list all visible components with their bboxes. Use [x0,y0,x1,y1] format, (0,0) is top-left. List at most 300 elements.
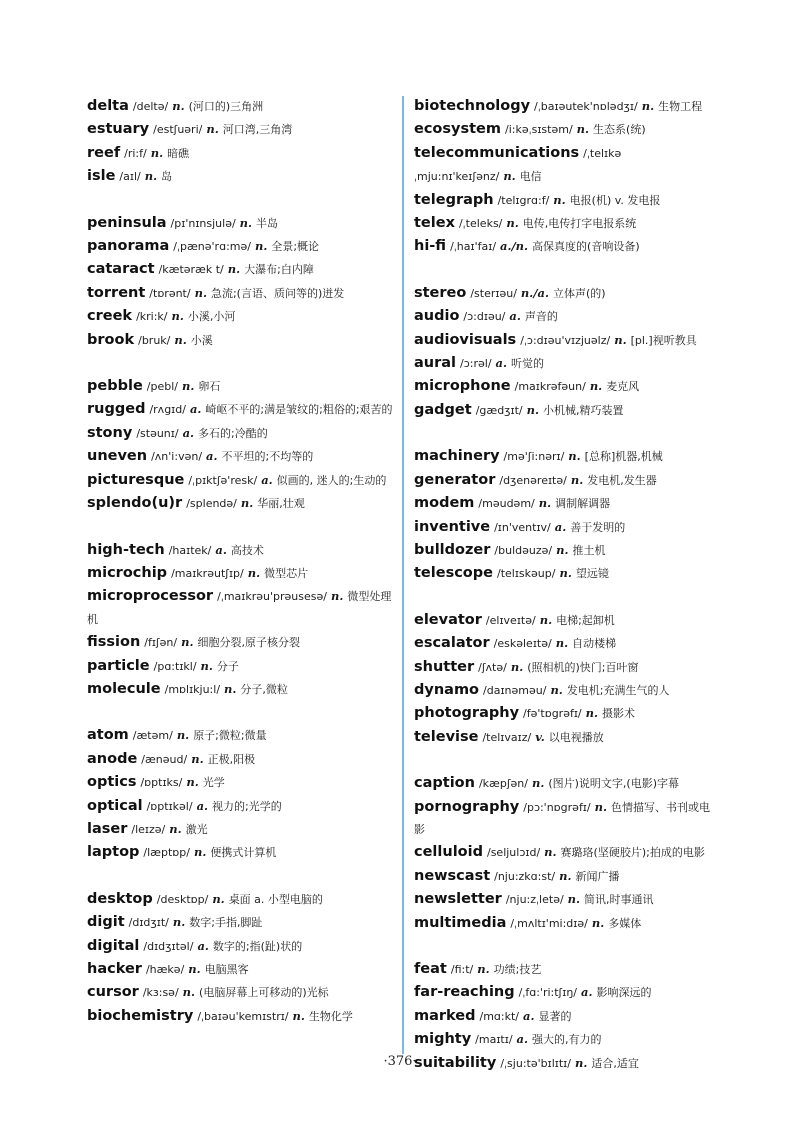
part-of-speech: a. [495,356,507,371]
vocab-entry [87,655,393,678]
entry-group [87,95,393,189]
definition: 电脑黑客 [204,963,249,976]
headword: telecommunications [414,144,580,161]
headword: pornography [414,798,520,815]
pronunciation: /kri:k/ [136,310,168,324]
headword: caption [414,775,475,792]
pronunciation: /leɪzə/ [131,822,166,836]
definition: 生物工程 [658,100,703,113]
headword: multimedia [414,914,507,931]
vocab-entry [87,585,393,631]
pronunciation: /sterɪəu/ [470,286,517,300]
pronunciation: /ɔ:rəl/ [460,357,492,371]
definition: 微型芯片 [264,566,309,580]
headword: suitability [414,1054,497,1071]
part-of-speech: n. [176,728,190,743]
part-of-speech: n. [200,658,213,673]
headword: molecule [87,680,161,697]
part-of-speech: n. [556,542,569,557]
part-of-speech: n. [538,496,552,511]
headword: atom [87,727,129,744]
part-of-speech: n. [526,402,540,417]
pronunciation: /ɪn'ventɪv/ [494,520,551,534]
headword: shutter [414,658,475,675]
headword: stereo [414,284,467,301]
headword: audiovisuals [414,331,517,348]
definition: 视力的;光学的 [212,799,282,813]
vocab-entry [414,305,718,328]
part-of-speech: n. [510,659,524,674]
page-number: ·376· [383,1054,417,1069]
headword: desktop [87,890,153,907]
part-of-speech: n. [181,635,194,650]
vocab-entry [414,445,718,468]
vocab-entry [414,632,718,655]
pronunciation: /ˌbaɪəu'kemɪstrɪ/ [197,1009,289,1023]
right-column [414,95,718,1098]
pronunciation: /ˌfɑ:'ri:tʃɪŋ/ [518,986,577,1000]
part-of-speech: n. [212,891,225,906]
part-of-speech: n. [239,215,253,230]
definition: 强大的,有力的 [532,1033,602,1047]
headword: reef [87,144,121,161]
definition: 分子 [216,659,239,673]
definition: 高保真度的(音响设备) [532,240,640,254]
vocab-entry [414,562,718,585]
pronunciation: /splendə/ [186,497,237,511]
vocab-entry [87,888,393,911]
headword: laser [87,820,128,837]
pronunciation: /gædʒɪt/ [475,403,523,417]
definition: 多石的;冷酷的 [198,426,268,440]
headword: gadget [414,401,472,418]
definition: 桌面 a. 小型电脑的 [228,892,323,906]
vocab-entry [87,1005,393,1028]
headword: fission [87,634,141,651]
headword: brook [87,331,135,348]
pronunciation: /maɪtɪ/ [475,1033,513,1047]
headword: digital [87,937,140,954]
definition: 细胞分裂,原子核分裂 [197,636,300,650]
part-of-speech: n. [555,636,569,651]
definition: 调制解调器 [555,497,611,511]
vocab-entry [87,631,393,654]
vocab-entry [87,142,393,165]
definition: 似画的, 迷人的;生动的 [276,473,387,487]
headword: creek [87,308,133,325]
definition: 崎岖不平的;满是皱纹的;粗俗的;艰苦的 [205,403,393,417]
headword: cataract [87,261,155,278]
pronunciation: /ɒptɪkəl/ [146,799,193,813]
vocab-entry [414,399,718,422]
vocab-entry [414,235,718,258]
part-of-speech: n. [227,262,241,277]
vocab-entry [87,539,393,562]
vocab-entry [87,958,393,981]
vocab-entry [414,958,718,981]
part-of-speech: a. [516,1032,528,1047]
headword: picturesque [87,471,185,488]
part-of-speech: n. [553,192,566,207]
definition: 暗礁 [167,146,190,160]
pronunciation: /telɪvaɪz/ [482,730,532,744]
pronunciation: /maɪkrəutʃɪp/ [171,566,244,580]
definition: 激光 [185,822,208,836]
definition: 微型处理机 [87,590,392,626]
vocab-entry [414,142,718,189]
pronunciation: /nju:zkɑ:st/ [494,869,556,883]
definition: 电报(机) v. 发电报 [569,193,661,207]
pronunciation: /pebl/ [146,380,178,394]
part-of-speech: n. [567,892,581,907]
headword: televise [414,728,479,745]
definition: 半岛 [256,216,279,230]
entry-group [414,609,718,749]
vocab-entry [87,329,393,352]
pronunciation: /tɒrənt/ [149,286,191,300]
definition: 赛璐珞(坚硬胶片);拍成的电影 [560,846,705,860]
pronunciation: /daɪnəməu/ [483,683,547,697]
pronunciation: /pɔ:'nɒgrəfɪ/ [523,800,591,814]
vocab-entry [87,258,393,281]
pronunciation: /dʒenəreɪtə/ [499,473,567,487]
definition: 推土机 [572,543,606,557]
vocab-entry [414,656,718,679]
pronunciation: /ˌpɪktʃə'resk/ [188,473,258,487]
part-of-speech: n. [224,681,237,696]
pronunciation: /aɪl/ [119,170,141,184]
pronunciation: /ˌmaɪkrəu'prəusesə/ [217,590,327,604]
part-of-speech: n. [574,1055,588,1070]
pronunciation: /ʃʌtə/ [478,660,507,674]
pronunciation: /mɑ:kt/ [479,1009,520,1023]
pronunciation: /ˌpænə'rɑ:mə/ [173,240,251,254]
definition: 原子;微粒;微量 [193,729,267,743]
vocab-entry [414,352,718,375]
part-of-speech: n. [614,332,627,347]
vocab-entry [87,398,393,421]
vocab-entry [414,516,718,539]
headword: modem [414,495,475,512]
vocab-entry [87,911,393,934]
definition: 大瀑布;白内障 [244,263,314,277]
pronunciation: /fə'tɒgrəfɪ/ [523,707,582,721]
vocab-entry [87,118,393,141]
definition: 生态系(统) [593,123,646,137]
headword: dynamo [414,681,480,698]
headword: panorama [87,238,170,255]
vocab-entry [414,841,718,864]
pronunciation: /mə'ʃi:nərɪ/ [503,450,565,464]
definition: 高技术 [230,543,264,557]
definition: 声音的 [524,310,558,324]
pronunciation: /maɪkrəfəun/ [514,380,586,394]
headword: feat [414,961,447,977]
pronunciation: /ˌhaɪ'faɪ/ [450,240,497,254]
definition: (河口的)三角洲 [188,100,264,113]
definition: 卵石 [198,380,221,394]
vocab-entry [87,771,393,794]
definition: 电传,电传打字电报系统 [522,217,637,231]
part-of-speech: n. [194,285,207,300]
pronunciation: /stəunɪ/ [136,426,179,440]
definition: 立体声(的) [552,286,606,300]
headword: newscast [414,867,491,884]
vocab-entry [414,329,718,352]
vocab-entry [414,189,718,212]
headword: particle [87,657,150,674]
headword: microprocessor [87,588,214,605]
headword: optics [87,774,137,791]
part-of-speech: n. [594,799,607,814]
definition: 小溪,小河 [187,310,236,324]
vocab-entry [87,282,393,305]
vocab-entry [87,795,393,818]
vocab-entry [87,562,393,585]
vocab-entry [414,212,718,235]
headword: optical [87,797,143,814]
part-of-speech: n. [172,99,185,113]
vocab-entry [87,981,393,1004]
pronunciation: /ænəud/ [141,752,188,766]
headword: estuary [87,121,150,138]
headword: biochemistry [87,1007,194,1024]
vocab-entry [414,888,718,911]
pronunciation: /desktɒp/ [156,892,209,906]
entry-group [414,282,718,422]
vocab-entry [414,282,718,305]
definition: 适合,适宜 [591,1056,639,1070]
part-of-speech: n. [150,145,164,160]
pronunciation: /hækə/ [145,963,185,976]
pronunciation: /ˌsju:tə'bɪlɪtɪ/ [500,1056,571,1070]
part-of-speech: n. [191,751,204,766]
definition: [总称]机器,机械 [584,450,663,464]
part-of-speech: n. [559,566,572,581]
definition: (电脑屏幕上可移动的)光标 [199,986,329,1000]
entry-group [87,375,393,515]
vocab-entry [87,305,393,328]
pronunciation: /telɪskəup/ [496,567,556,581]
vocab-entry [414,1028,718,1051]
part-of-speech: n. [531,776,545,791]
vocab-entry [87,422,393,445]
entry-group [414,445,718,585]
definition: 小机械,精巧装置 [543,403,624,417]
definition: 河口湾,三角湾 [222,123,293,137]
pronunciation: /rʌgɪd/ [149,403,186,417]
headword: machinery [414,448,500,465]
definition: 影响深远的 [596,986,652,1000]
vocab-entry [87,212,393,235]
part-of-speech: n. [181,379,195,394]
part-of-speech: n. [144,169,158,184]
pronunciation: /telɪgrɑ:f/ [497,193,550,207]
headword: audio [414,308,460,325]
headword: uneven [87,448,148,465]
definition: 华丽,壮观 [257,497,305,511]
part-of-speech: a. [206,449,218,464]
headword: mighty [414,1031,472,1048]
part-of-speech: n. [206,122,219,137]
vocab-entry [87,748,393,771]
pronunciation: /məudəm/ [478,497,535,511]
part-of-speech: a. [554,519,567,534]
part-of-speech: a. [215,542,227,557]
vocab-entry [87,818,393,841]
vocab-entry [87,935,393,958]
definition: [pl.]视听教具 [630,333,697,347]
pronunciation: /ɒptɪks/ [140,776,183,790]
part-of-speech: n. [186,775,199,790]
part-of-speech: n. [568,449,581,464]
definition: 听觉的 [511,357,544,371]
entry-group [87,539,393,702]
part-of-speech: n. [585,706,599,721]
definition: (图片)说明文字,(电影)字幕 [548,777,680,791]
part-of-speech: a. [509,309,521,324]
definition: 电信 [519,170,542,184]
pronunciation: /ˌɔ:dɪəu'vɪzjuəlz/ [520,333,611,347]
part-of-speech: n. [591,915,605,930]
part-of-speech: n. [506,216,519,231]
part-of-speech: n. [641,99,655,113]
headword: hi-fi [414,238,447,255]
headword: anode [87,750,138,767]
pronunciation: /deltə/ [132,100,169,113]
column-divider [402,96,404,1054]
pronunciation: /buldəuzə/ [494,543,553,557]
pronunciation: /ri:f/ [124,146,147,160]
part-of-speech: n. [477,962,490,976]
part-of-speech: n. [193,845,207,860]
headword: inventive [414,518,491,535]
part-of-speech: n./a. [520,285,549,300]
pronunciation: /nju:zˌletə/ [505,893,564,907]
headword: rugged [87,401,146,418]
headword: newsletter [414,891,502,908]
vocab-entry [414,95,718,118]
pronunciation: /mɒlɪkju:l/ [164,682,221,696]
vocab-entry [414,118,718,141]
vocab-entry [87,375,393,398]
headword: telescope [414,565,493,582]
pronunciation: /ˌtelɪkəˌmju:nɪ'keɪʃənz/ [414,146,622,184]
definition: 摄影术 [602,707,636,721]
part-of-speech: a. [523,1008,535,1023]
part-of-speech: a. [182,425,195,440]
definition: 色情描写、书刊或电影 [414,800,710,836]
part-of-speech: n. [544,845,557,860]
definition: 岛 [161,170,173,184]
pronunciation: /pɪ'nɪnsjulə/ [170,216,236,230]
part-of-speech: a. [189,402,202,417]
headword: cursor [87,984,139,1001]
definition: (照相机的)快门;百叶窗 [527,660,639,674]
vocab-entry [414,1005,718,1028]
entry-group [87,888,393,1028]
definition: 新闻广播 [575,869,620,883]
headword: microphone [414,378,511,395]
part-of-speech: n. [254,239,268,254]
definition: 以电视播放 [548,730,604,744]
definition: 发电机;充满生气的人 [566,683,670,697]
pronunciation: /kɜ:sə/ [142,986,179,1000]
vocab-entry [414,679,718,702]
headword: digit [87,914,125,931]
definition: 显著的 [538,1009,572,1023]
headword: microchip [87,564,168,581]
definition: 生物化学 [308,1009,353,1023]
headword: biotechnology [414,98,531,114]
part-of-speech: n. [550,682,563,697]
vocab-entry [87,445,393,468]
part-of-speech: n. [240,496,254,511]
definition: 麦克风 [606,380,640,394]
pronunciation: /ˌteleks/ [458,217,503,231]
pronunciation: /ˌmʌltɪ'mi:dɪə/ [510,916,588,930]
vocab-entry [87,492,393,515]
vocab-entry [87,235,393,258]
vocab-entry [414,469,718,492]
vocab-entry [87,95,393,118]
headword: elevator [414,611,482,628]
headword: hacker [87,961,142,977]
definition: 不平坦的;不均等的 [221,450,314,464]
vocab-entry [414,609,718,632]
vocab-entry [414,772,718,795]
pronunciation: /seljulɔɪd/ [486,846,541,860]
part-of-speech: n. [576,122,590,137]
pronunciation: /ˌbaɪəutek'nɒlədʒɪ/ [534,100,638,113]
headword: aural [414,355,457,372]
part-of-speech: n. [174,332,187,347]
vocab-entry [414,702,718,725]
part-of-speech: n. [292,1008,305,1023]
definition: 电梯;起卸机 [556,613,615,627]
headword: ecosystem [414,121,501,138]
headword: laptop [87,844,140,861]
definition: 便携式计算机 [210,846,277,860]
definition: 自动楼梯 [572,637,617,651]
headword: bulldozer [414,541,491,558]
definition: 分子,微粒 [240,682,288,696]
pronunciation: /bruk/ [138,333,171,347]
vocab-entry [414,492,718,515]
headword: isle [87,168,116,185]
vocab-entry [414,726,718,749]
vocab-entry [87,165,393,188]
part-of-speech: a. [581,985,593,1000]
headword: pebble [87,378,143,395]
pronunciation: /ætəm/ [132,729,173,743]
headword: splendo(u)r [87,495,183,512]
part-of-speech: a. [197,938,209,953]
part-of-speech: v. [535,729,545,744]
entry-group [414,95,718,259]
part-of-speech: n. [570,472,584,487]
pronunciation: /læptɒp/ [143,846,190,860]
definition: 简讯,时事通讯 [584,893,654,907]
pronunciation: /elɪveɪtə/ [485,613,536,627]
part-of-speech: n. [247,565,261,580]
headword: photography [414,705,520,722]
definition: 急流;(言语、质问等的)迸发 [210,286,345,300]
part-of-speech: n. [169,821,182,836]
headword: generator [414,471,496,488]
pronunciation: /ɔ:dɪəu/ [463,310,506,324]
part-of-speech: n. [182,985,196,1000]
